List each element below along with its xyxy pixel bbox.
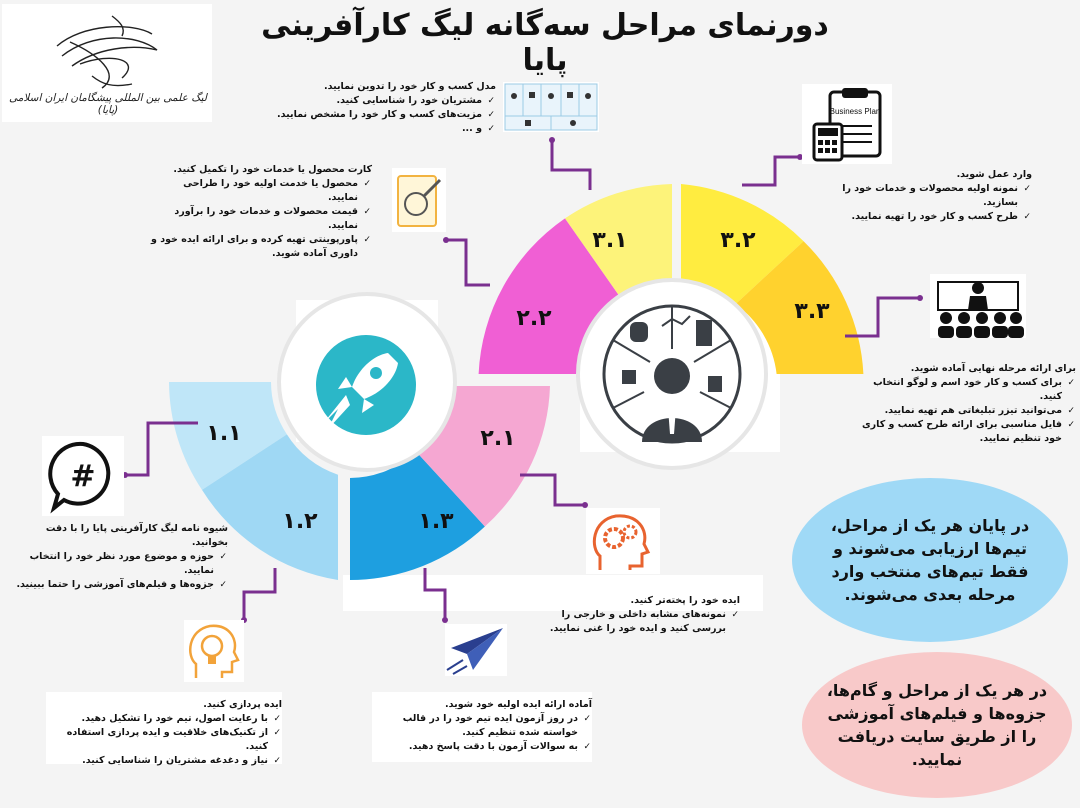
connector-1-2 — [244, 568, 275, 620]
text-1-2-item: ✓ نیاز و دغدغه مشتریان را شناسایی کنید. — [56, 754, 268, 768]
text-1-3-item: ✓ به سوالات آزمون با دقت پاسخ دهید. — [380, 740, 578, 754]
text-1-3-item: ✓ در روز آزمون ایده تیم خود را در قالب خواسته شده تنظیم کنید. — [380, 712, 578, 740]
text-3-3-item: ✓ برای کسب و کار خود اسم و لوگو انتخاب کنید. — [858, 376, 1062, 404]
label-3-3: ۳.۳ — [794, 299, 830, 324]
text-3-2-item: ✓ طرح کسب و کار خود را تهیه نمایید. — [818, 210, 1018, 224]
connector-2-2 — [446, 240, 490, 285]
gears-head-icon — [586, 508, 660, 574]
text-3-1-item: ✓ مشتریان خود را شناسایی کنید. — [260, 94, 482, 108]
text-3-2 — [818, 168, 1032, 224]
logo-caption: لیگ علمی بین المللی پیشگامان ایران اسلامی (پایا) — [9, 92, 207, 116]
connector-3-1 — [552, 140, 590, 190]
text-3-1-item: ✓ مزیت‌های کسب و کار خود را مشخص نمایید. — [260, 108, 482, 122]
label-2-1: ۲.۱ — [480, 426, 516, 451]
business-plan-icon — [802, 84, 892, 164]
text-2-2 — [150, 163, 372, 261]
label-3-1: ۳.۱ — [592, 228, 628, 253]
text-2-2-item: ✓ محصول یا خدمت اولیه خود را طراحی نمایید. — [150, 177, 358, 205]
resources-note: در هر یک از مراحل و گام‌ها، جزوه‌ها و فیلم‌های آموزشی را از طریق سایت دریافت نمایید. — [826, 681, 1048, 769]
text-1-2-item: ✓ با رعایت اصول، تیم خود را تشکیل دهید. — [56, 712, 268, 726]
text-1-1-item: ✓ جزوه‌ها و فیلم‌های آموزشی را حتما ببینید. — [10, 578, 214, 592]
text-3-3 — [858, 362, 1076, 446]
pencil-paper-icon — [392, 168, 446, 232]
label-1-2: ۱.۲ — [282, 509, 318, 534]
text-3-2-item: ✓ نمونه اولیه محصولات و خدمات خود را بسازید. — [818, 182, 1018, 210]
rocket-icon — [316, 335, 416, 435]
connector-3-2 — [742, 157, 800, 185]
text-3-1-item: ✓ و ... — [260, 122, 482, 136]
svg-text:#: # — [70, 459, 96, 494]
text-3-1 — [260, 80, 496, 136]
text-1-1-heading: شیوه نامه لیگ کارآفرینی پایا را با دقت بخوانید. — [45, 523, 228, 548]
hashtag-chat-icon — [42, 436, 124, 516]
text-1-1 — [10, 522, 228, 592]
text-1-3 — [380, 698, 592, 754]
text-1-1-item: ✓ حوزه و موضوع مورد نظر خود را انتخاب نمایید. — [10, 550, 214, 578]
text-3-2-heading: وارد عمل شوید. — [956, 169, 1032, 180]
text-3-1-heading: مدل کسب و کار خود را تدوین نمایید. — [323, 81, 496, 92]
business-canvas-icon — [503, 82, 599, 132]
text-2-1-item: ✓ نمونه‌های مشابه داخلی و خارجی را بررسی کنید و ایده خود را غنی نمایید. — [530, 608, 726, 636]
text-2-2-item: ✓ پاورپوینتی تهیه کرده و برای ارائه ایده خود و داوری آماده شوید. — [150, 233, 358, 261]
text-2-2-item: ✓ قیمت محصولات و خدمات خود را برآورد نمایید. — [150, 205, 358, 233]
label-1-1: ۱.۱ — [206, 421, 242, 446]
label-1-3: ۱.۳ — [418, 509, 454, 534]
text-3-3-item: ✓ می‌توانید تیزر تبلیغاتی هم تهیه نمایید. — [858, 404, 1062, 418]
paper-plane-icon — [445, 624, 507, 676]
text-1-2-item: ✓ از تکنیک‌های خلاقیت و ایده پردازی استفاده کنید. — [56, 726, 268, 754]
presentation-audience-icon — [930, 274, 1026, 338]
text-2-1 — [530, 594, 740, 636]
text-2-2-heading: کارت محصول یا خدمات خود را تکمیل کنید. — [173, 164, 372, 175]
evaluation-note: در پایان هر یک از مراحل، تیم‌ها ارزیابی می‌شوند و فقط تیم‌های منتخب وارد مرحله بعدی می‌شوند. — [830, 516, 1030, 604]
page-title: دورنمای مراحل سه‌گانه لیگ کارآفرینی پایا — [261, 8, 829, 78]
business-plan-label: Business Plan — [829, 107, 881, 116]
connector-2-1 — [520, 475, 585, 505]
text-3-3-item: ✓ فایل مناسبی برای ارائه طرح کسب و کاری خود تنظیم نمایید. — [858, 418, 1062, 446]
text-1-3-heading: آماده ارائه ایده اولیه خود شوید. — [445, 699, 592, 710]
text-3-3-heading: برای ارائه مرحله نهایی آماده شوید. — [910, 363, 1076, 374]
text-2-1-heading: ایده خود را پخته‌تر کنید. — [630, 595, 740, 606]
lightbulb-head-icon — [184, 620, 244, 682]
label-3-2: ۳.۲ — [720, 228, 756, 253]
text-1-2 — [56, 698, 282, 768]
text-1-2-heading: ایده پردازی کنید. — [203, 699, 282, 710]
label-2-2: ۲.۲ — [516, 306, 552, 331]
